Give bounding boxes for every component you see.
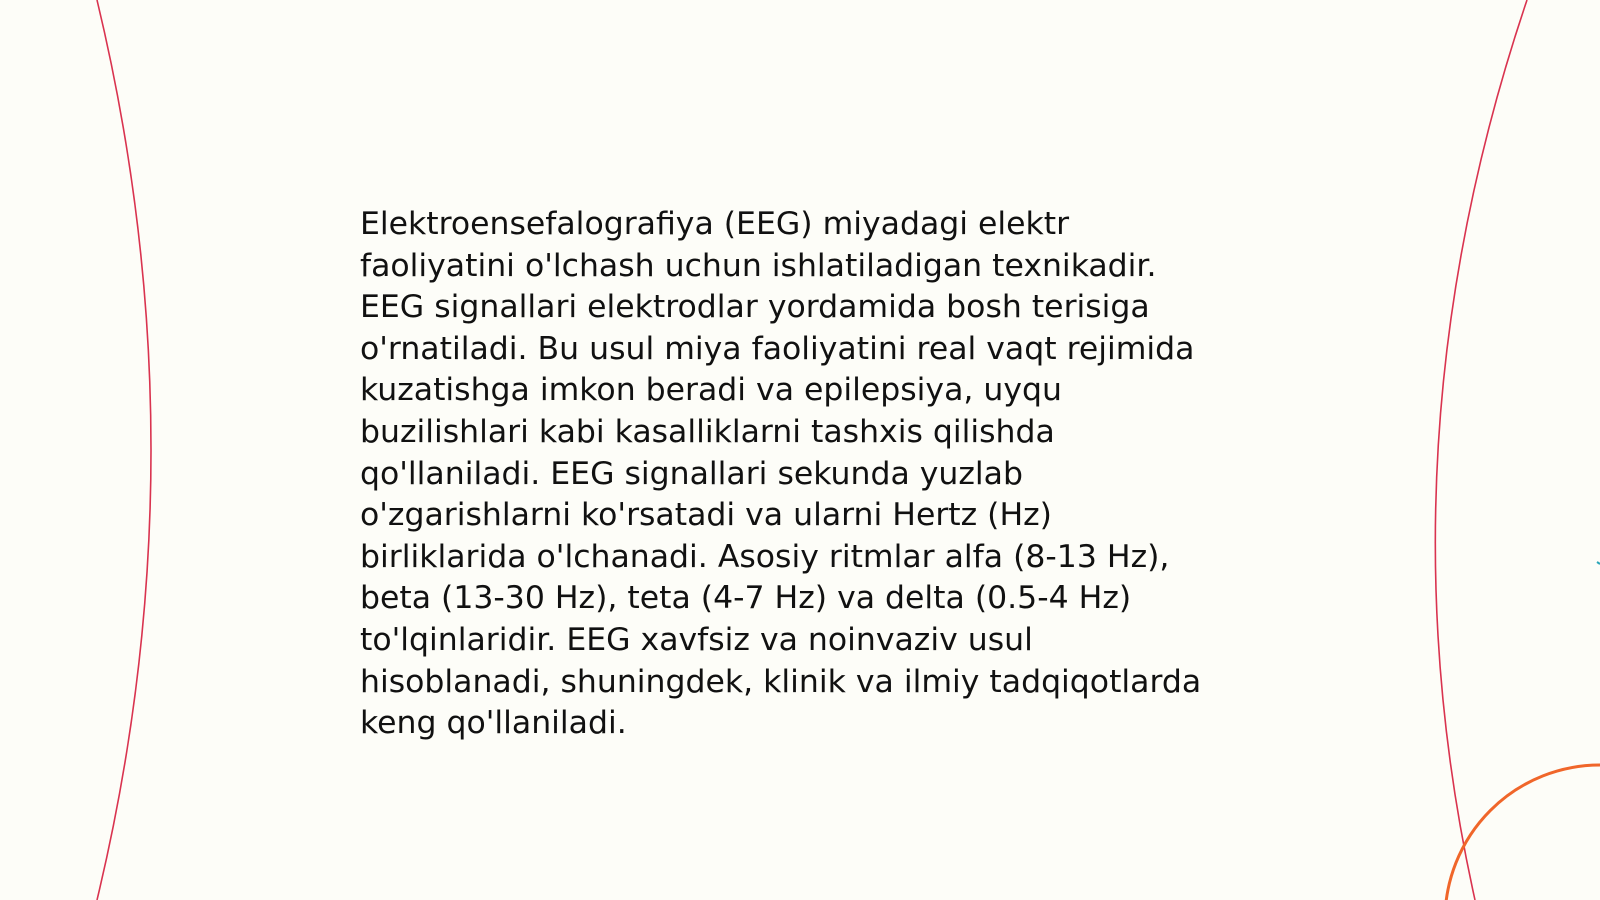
body-text-line: Elektroensefalografiya (EEG) miyadagi elektr: [360, 206, 1070, 242]
body-text-line: kuzatishga imkon beradi va epilepsiya, uyqu: [360, 372, 1062, 409]
corner-circle-decoration: [1445, 765, 1600, 900]
body-text-line: o'rnatiladi. Bu usul miya faoliyatini real vaqt rejimida: [360, 330, 1195, 367]
body-text-line: qo'llaniladi. EEG signallari sekunda yuzlab: [360, 455, 1023, 492]
body-text-line: EEG signallari elektrodlar yordamida bosh terisiga: [360, 289, 1150, 326]
body-text-line: o'zgarishlarni ko'rsatadi va ularni Hertz (Hz): [360, 497, 1052, 534]
body-text: [360, 204, 1240, 745]
left-arc-decoration: [97, 0, 151, 900]
body-text-line: beta (13-30 Hz), teta (4-7 Hz) va delta (0.5-4 Hz): [360, 580, 1132, 617]
body-text-line: faoliyatini o'lchash uchun ishlatiladigan texnikadir.: [360, 247, 1157, 284]
body-text-line: buzilishlari kabi kasalliklarni tashxis qilishda: [360, 413, 1055, 450]
right-arc-decoration: [1435, 0, 1527, 900]
body-text-line: to'lqinlaridir. EEG xavfsiz va noinvaziv usul: [360, 621, 1033, 658]
body-text-line: keng qo'llaniladi.: [360, 705, 627, 742]
body-text-line: hisoblanadi, shuningdek, klinik va ilmiy tadqiqotlarda: [360, 663, 1202, 700]
body-text-line: birliklarida o'lchanadi. Asosiy ritmlar alfa (8-13 Hz),: [360, 538, 1170, 575]
